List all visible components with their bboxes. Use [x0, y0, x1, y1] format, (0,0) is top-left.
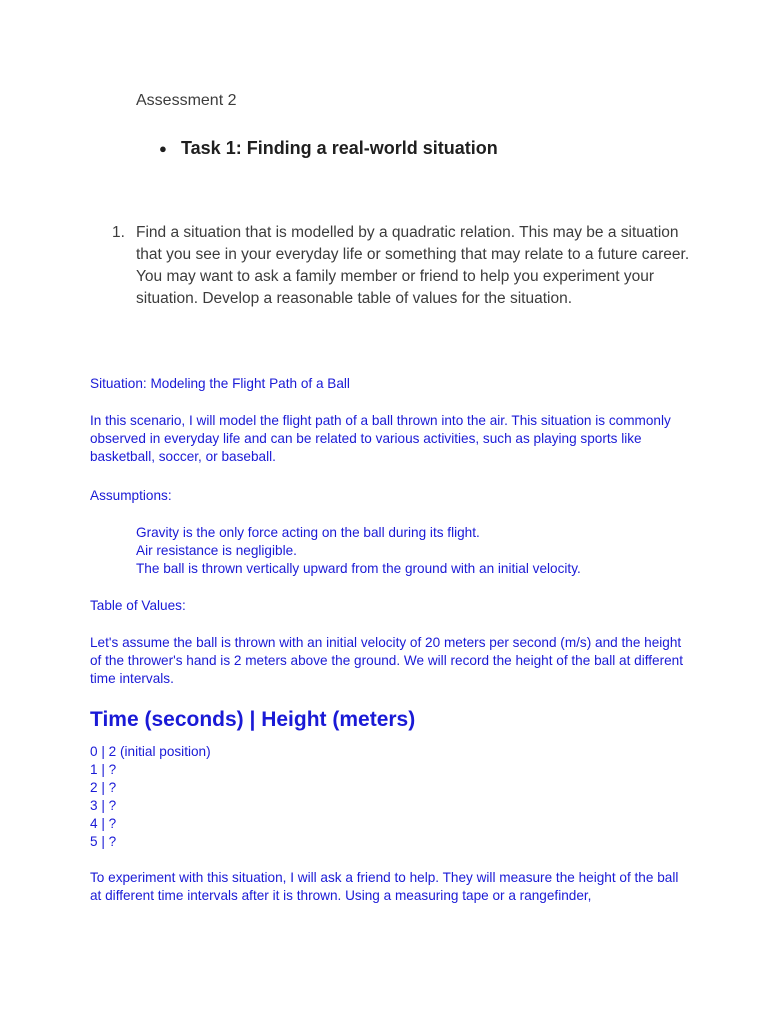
task-heading: [159, 138, 719, 159]
question-text: Find a situation that is modelled by a quadratic relation. This may be a situation that you see in your everyday life or something that may relate to a future career. You may want to ask a family member or friend to help you experiment your situation. Develop a reasonable table of values for the situation.: [136, 224, 690, 307]
table-rows: [90, 743, 211, 851]
bullet-icon: ●: [159, 141, 167, 156]
table-of-values-heading: Table of Values:: [90, 598, 186, 613]
assumption-item: The ball is thrown vertically upward from the ground with an initial velocity.: [136, 561, 581, 576]
table-heading: Time (seconds) | Height (meters): [90, 708, 416, 731]
table-row: 5 | ?: [90, 834, 117, 849]
experiment-paragraph: To experiment with this situation, I will ask a friend to help. They will measure the height of the ball at different time intervals after it is thrown. Using a measuring tape or a rangefinder,: [90, 870, 679, 903]
question-number: 1.: [112, 224, 125, 241]
assumptions-heading: Assumptions:: [90, 488, 172, 503]
assumption-paragraph: Let's assume the ball is thrown with an initial velocity of 20 meters per second (m/s) and the height of the thrower's hand is 2 meters above the ground. We will record the height of the ball at different time intervals.: [90, 635, 684, 686]
table-row: 3 | ?: [90, 798, 117, 813]
table-row: 1 | ?: [90, 762, 117, 777]
table-row: 2 | ?: [90, 780, 117, 795]
table-row: 0 | 2 (initial position): [90, 744, 211, 759]
task-title: Task 1: Finding a real-world situation: [181, 138, 498, 158]
assessment-title: Assessment 2: [136, 92, 237, 109]
assumptions-list: [136, 524, 696, 578]
assumption-item: Gravity is the only force acting on the ball during its flight.: [136, 525, 480, 540]
table-row: 4 | ?: [90, 816, 117, 831]
assumption-item: Air resistance is negligible.: [136, 543, 297, 558]
situation-title: Situation: Modeling the Flight Path of a Ball: [90, 376, 350, 391]
scenario-intro: In this scenario, I will model the flight path of a ball thrown into the air. This situation is commonly observed in everyday life and can be related to various activities, such as playing sports like basketball, soccer, or baseball.: [90, 413, 671, 464]
